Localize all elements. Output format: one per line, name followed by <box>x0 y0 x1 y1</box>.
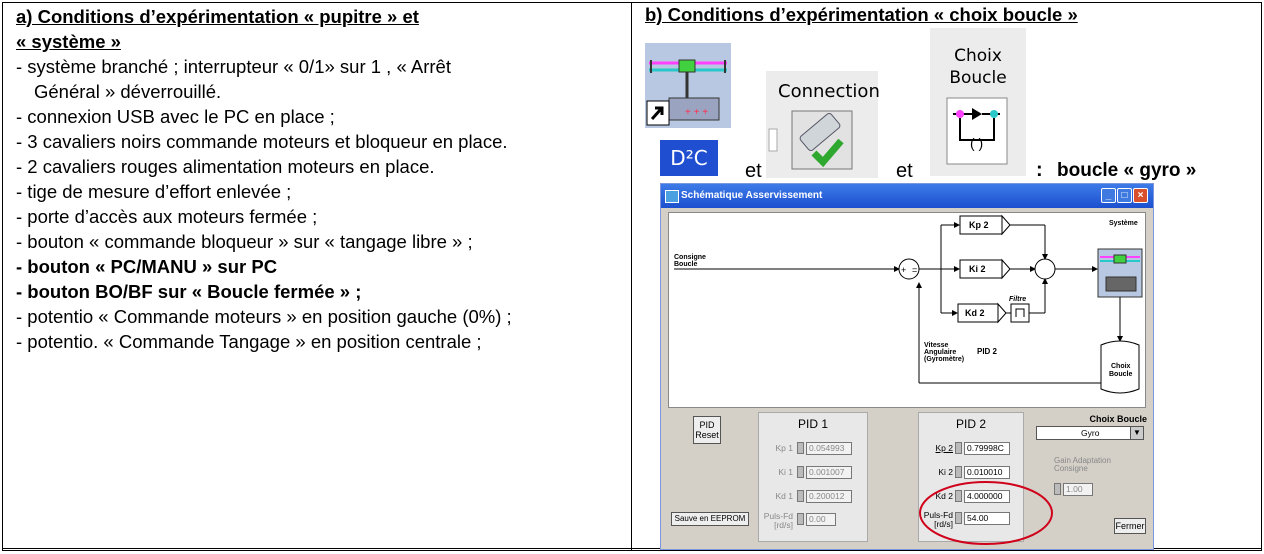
diagram-pid2: PID 2 <box>977 347 998 356</box>
pid2-kd-field[interactable]: 4.000000 <box>964 490 1010 503</box>
pid-reset-label-1: PID <box>699 420 715 430</box>
diagram-vitesse-3: (Gyromètre) <box>924 356 965 363</box>
block-diagram <box>669 213 1145 407</box>
diagram-kd2: Kd 2 <box>965 308 985 318</box>
sauve-eeprom-button[interactable]: Sauve en EEPROM <box>671 512 749 526</box>
pid2-title: PID 2 <box>955 417 986 431</box>
diagram-vitesse-1: Vitesse <box>924 342 949 349</box>
controls-area <box>668 412 1146 545</box>
pid2-kd-label: Kd 2 <box>935 491 953 501</box>
diagram-filtre: Filtre <box>1009 296 1027 303</box>
pid1-ki-label: Ki 1 <box>778 467 793 477</box>
svg-text:+ + +: + + + <box>685 107 709 118</box>
gain-label-2: Consigne <box>1054 464 1088 473</box>
list-item: - système branché ; interrupteur « 0/1» sur 1 , « Arrêt <box>16 56 451 77</box>
diagram-consigne-2: Boucle <box>674 261 698 268</box>
list-item: - bouton « commande bloqueur » sur « tangage libre » ; <box>16 231 473 252</box>
usb-plug-icon <box>766 71 878 178</box>
pid1-kd-spinner[interactable] <box>797 490 804 502</box>
pid1-puls-field[interactable]: 0.00 <box>806 513 836 526</box>
et-text-1: et <box>745 160 762 182</box>
et-text-2: et <box>896 160 913 182</box>
pid1-kp-spinner[interactable] <box>797 442 804 454</box>
pid1-puls-spinner[interactable] <box>797 513 804 525</box>
choix-boucle-value: Gyro <box>1081 428 1100 438</box>
diagram-choix-1: Choix <box>1111 363 1131 370</box>
list-item: Général » déverrouillé. <box>34 81 222 102</box>
loop-icon <box>930 28 1026 176</box>
pid2-kp-field[interactable]: 0.79998C <box>964 442 1010 455</box>
pid1-panel <box>758 412 868 542</box>
pid1-puls-label-2: [rd/s] <box>774 520 793 530</box>
pid2-puls-label-2: [rd/s] <box>934 519 953 529</box>
pid1-kd-label: Kd 1 <box>775 491 793 501</box>
highlight-ellipse <box>918 478 1058 548</box>
choix-boucle-label-1: Choix <box>954 46 1002 66</box>
d2c-system-icon <box>645 43 731 128</box>
pid-reset-button[interactable] <box>693 416 721 444</box>
chevron-down-icon: ▼ <box>1130 427 1143 439</box>
pid2-ki-label: Ki 2 <box>938 467 953 477</box>
list-item: - potentio. « Commande Tangage » en position centrale ; <box>16 331 482 352</box>
list-item: - connexion USB avec le PC en place ; <box>16 106 335 127</box>
choix-boucle-title: Choix Boucle <box>1089 414 1147 424</box>
right-heading: b) Conditions d’expérimentation « choix boucle » <box>645 4 1078 25</box>
pid2-kp-spinner[interactable] <box>955 442 962 454</box>
fermer-button[interactable]: Fermer <box>1114 518 1146 534</box>
choix-boucle-label-2: Boucle <box>949 68 1007 88</box>
diagram-panel <box>668 212 1146 408</box>
d2c-app-icon[interactable] <box>645 43 731 128</box>
list-item: - porte d’accès aux moteurs fermée ; <box>16 206 318 227</box>
left-heading-2: « système » <box>16 31 121 52</box>
gain-field[interactable]: 1.00 <box>1063 483 1093 496</box>
left-heading-1: a) Conditions d’expérimentation « pupitre » et <box>16 6 419 27</box>
svg-text:=: = <box>912 265 918 275</box>
pid1-kp-label: Kp 1 <box>775 443 793 453</box>
choix-boucle-icon[interactable] <box>930 28 1026 176</box>
pid1-kd-field[interactable]: 0.200012 <box>806 490 852 503</box>
gain-spinner[interactable] <box>1054 483 1061 495</box>
pid1-title: PID 1 <box>797 417 828 431</box>
d2c-label <box>660 140 718 176</box>
diagram-ki2: Ki 2 <box>969 264 986 274</box>
pid2-kp-label[interactable]: Kp 2 <box>935 443 953 453</box>
window-title: Schématique Asservissement <box>681 190 823 201</box>
pid1-ki-field[interactable]: 0.001007 <box>806 466 852 479</box>
svg-text:+: + <box>901 265 907 275</box>
list-item: - 2 cavaliers rouges alimentation moteurs en place. <box>16 156 435 177</box>
maximize-button[interactable]: □ <box>1117 188 1132 203</box>
d2c-text: D²C <box>670 146 708 170</box>
connection-icon[interactable] <box>766 71 878 178</box>
pid1-ki-spinner[interactable] <box>797 466 804 478</box>
window-title-bar[interactable] <box>661 184 1153 208</box>
pid2-ki-field[interactable]: 0.010010 <box>964 466 1010 479</box>
left-column <box>16 4 626 354</box>
list-item: - bouton BO/BF sur « Boucle fermée » ; <box>16 281 362 302</box>
diagram-systeme: Système <box>1109 220 1138 227</box>
connection-label: Connection <box>778 81 880 102</box>
pid2-ki-spinner[interactable] <box>955 466 962 478</box>
window-app-icon <box>665 190 679 203</box>
close-button[interactable]: × <box>1133 188 1148 203</box>
diagram-kp2: Kp 2 <box>969 220 989 230</box>
pid2-puls-field[interactable]: 54.00 <box>964 512 1010 525</box>
gain-label-1: Gain Adaptation <box>1054 456 1111 465</box>
colon: : <box>1036 159 1043 181</box>
schematique-window <box>660 183 1154 550</box>
boucle-gyro-text: boucle « gyro » <box>1057 160 1197 181</box>
choix-boucle-select[interactable] <box>1036 426 1144 440</box>
pid2-puls-label-1: Puls-Fd <box>923 510 953 520</box>
list-item: - bouton « PC/MANU » sur PC <box>16 256 278 277</box>
column-divider <box>631 2 632 551</box>
list-item: - 3 cavaliers noirs commande moteurs et bloqueur en place. <box>16 131 508 152</box>
pid1-puls-label-1: Puls-Fd <box>763 511 793 521</box>
list-item: - potentio « Commande moteurs » en position gauche (0%) ; <box>16 306 512 327</box>
diagram-vitesse-2: Angulaire <box>924 349 957 356</box>
pid-reset-label-2: Reset <box>695 430 719 440</box>
minimize-button[interactable]: _ <box>1101 188 1116 203</box>
list-item: - tige de mesure d’effort enlevée ; <box>16 181 292 202</box>
diagram-consigne-1: Consigne <box>674 254 706 261</box>
diagram-choix-2: Boucle <box>1109 371 1133 378</box>
svg-text:( ): ( ) <box>970 135 984 151</box>
pid1-kp-field[interactable]: 0.054993 <box>806 442 852 455</box>
